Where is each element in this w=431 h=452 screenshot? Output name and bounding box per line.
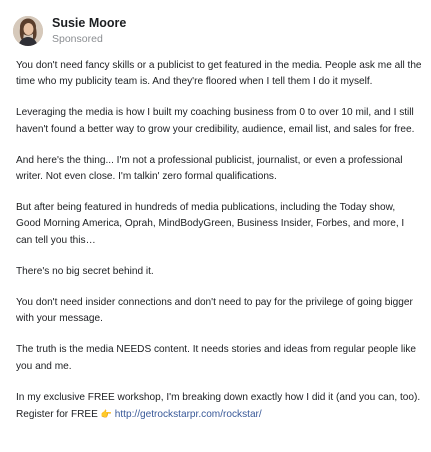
author-block	[52, 16, 126, 46]
post-paragraph: You don't need fancy skills or a publicist to get featured in the media. People ask me all the time who my publicity team is. And they're floored when I tell them I do it myself.	[16, 60, 422, 88]
post-paragraph: There's no big secret behind it.	[16, 265, 154, 277]
post-body	[16, 58, 422, 423]
post-paragraph: Leveraging the media is how I built my coaching business from 0 to over 10 mil, and I still haven't found a better way to grow your credibility, audience, email list, and sales for free.	[16, 107, 415, 135]
post-paragraph: The truth is the media NEEDS content. It needs stories and ideas from regular people like you and me.	[16, 344, 417, 372]
pointing-right-icon: 👉	[100, 409, 112, 420]
post-paragraph: But after being featured in hundreds of media publications, including the Today show, Good Morning America, Oprah, MindBodyGreen, Business Insider, Forbes, and more, I can tell you this…	[16, 202, 405, 246]
avatar[interactable]	[13, 16, 43, 46]
post-header	[13, 14, 126, 48]
post-paragraph: You don't need insider connections and don't need to pay for the privilege of going bigger with your message.	[16, 296, 413, 325]
author-name[interactable]: Susie Moore	[52, 16, 127, 30]
register-link[interactable]: http://getrockstarpr.com/rockstar/	[114, 409, 262, 421]
profile-photo-icon	[13, 16, 43, 46]
post-paragraph-final	[16, 390, 422, 424]
post-paragraph: And here's the thing... I'm not a professional publicist, journalist, or even a professional writer. Not even close. I'm talkin' zero formal qualifications.	[16, 154, 403, 183]
sponsored-label: Sponsored	[52, 33, 103, 45]
register-text: In my exclusive FREE workshop, I'm breaking down exactly how I did it (and you can, too). Register for FREE	[16, 391, 421, 421]
